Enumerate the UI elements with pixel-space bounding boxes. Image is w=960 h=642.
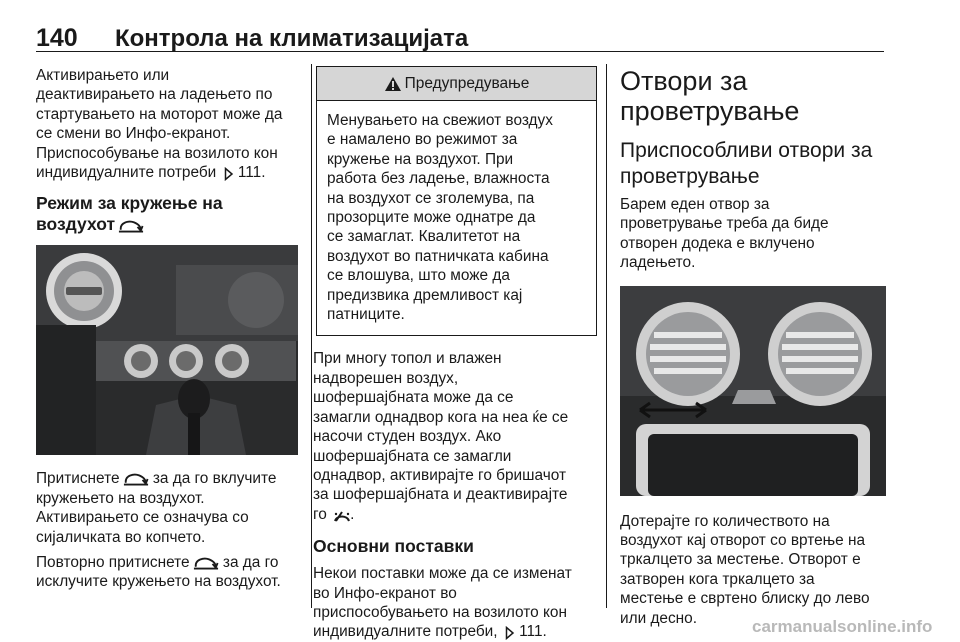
press-text-end: за да го вклучите кружењето на воздухот. Активирањето се означува со сијаличката во копчето.	[36, 470, 277, 546]
repeat-text-start: Повторно притиснете	[36, 554, 190, 572]
column-divider-right	[606, 64, 607, 608]
header-divider	[36, 51, 884, 52]
column-3	[620, 66, 890, 628]
intro-page-ref: 111.	[237, 164, 266, 182]
page-number: 140	[36, 24, 78, 52]
recirculation-heading	[36, 193, 304, 235]
chapter-title: Контрола на климатизацијата	[115, 25, 469, 52]
fog-text: При многу топол и влажен надворешен воздух, шофершајбната може да се замагли однадвор кога на неа ќе се насочи студен воздух. Ако шофершајбната се замагли однадвор, активирајте го бришачот за шофершајбната и деактивирајте го	[313, 350, 569, 523]
basic-settings-paragraph	[313, 564, 595, 642]
intro-paragraph	[36, 66, 304, 182]
repeat-text-end: за да го исклучите кружењето на воздухот.	[36, 554, 281, 591]
press-text-start: Притиснете	[36, 470, 120, 488]
center-console-illustration	[36, 245, 298, 455]
watermark: carmanualsonline.info	[752, 617, 933, 636]
air-recirculation-icon	[118, 218, 144, 234]
warning-title: Предупредување	[404, 74, 530, 92]
wiper-icon	[334, 509, 350, 523]
press-paragraph	[36, 469, 304, 547]
basic-settings-text: Некои поставки може да се изменат во Инфо-екранот во приспособувањето на возилото кон индивидуалните потреби,	[313, 565, 572, 641]
fog-text-end: .	[350, 505, 355, 523]
air-vents-illustration	[620, 286, 886, 496]
page-header	[36, 24, 884, 52]
page-reference-arrow-icon	[224, 167, 234, 181]
column-2	[313, 66, 595, 642]
basic-settings-page-ref: 111.	[519, 623, 547, 641]
warning-text: Менувањето на свежиот воздух е намалено во режимот за кружење на воздухот. При работа без ладење, влажноста на воздухот се зголемува, па прозорците може однатре да се замаглат. Квалитетот на воздухот во патничката кабина се влошува, што може да предизвика дремливост кај патниците.	[327, 112, 553, 324]
repeat-paragraph	[36, 553, 304, 592]
column-divider-left	[311, 64, 312, 608]
warning-triangle-icon	[384, 76, 402, 92]
page-reference-arrow-icon	[505, 626, 515, 640]
section-title: Отвори за проветрување	[620, 66, 800, 126]
warning-header	[317, 67, 596, 101]
recirculation-heading-text: Режим за кружење на воздухот	[36, 193, 223, 235]
warning-body	[317, 101, 596, 335]
column-1	[36, 66, 304, 592]
warning-box	[316, 66, 597, 336]
vents-paragraph-2: Дотерајте го количеството на воздухот кај отворот со вртење на тркалцето за местење. Отворот е затворен кога тркалцето за местење е свртено блиску до лево или десно.	[620, 512, 870, 627]
basic-settings-heading: Основни поставки	[313, 536, 474, 557]
air-recirculation-icon	[193, 555, 219, 571]
recirculation-button-photo	[36, 245, 298, 455]
fog-paragraph	[313, 349, 595, 524]
section-subtitle: Приспособливи отвори за проветрување	[620, 139, 873, 188]
vents-paragraph-1: Барем еден отвор за проветрување треба да биде отворен додека е вклучено ладењето.	[620, 196, 829, 272]
intro-text: Активирањето или деактивирањето на ладењето по стартувањето на моторот може да се смени во Инфо-екранот. Приспособување на возилото кон индивидуалните потреби	[36, 67, 283, 182]
air-vents-photo	[620, 286, 886, 496]
air-recirculation-icon	[123, 471, 149, 487]
